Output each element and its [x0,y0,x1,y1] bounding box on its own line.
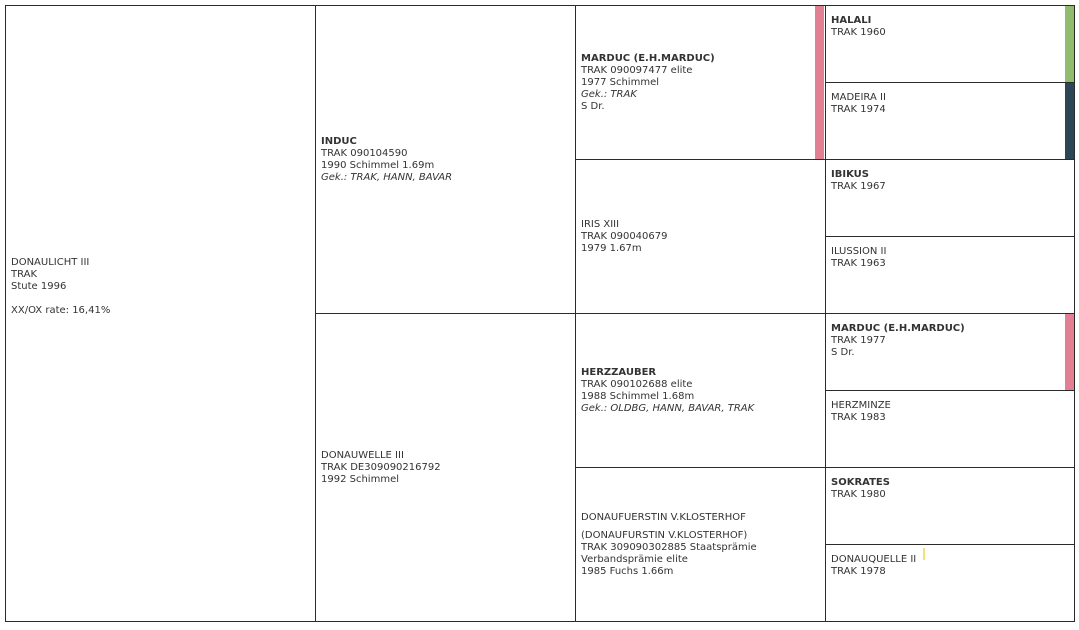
dam-dam-name[interactable]: DONAUFUERSTIN V.KLOSTERHOF [581,511,746,523]
sire-cell [315,5,576,314]
dam-sire-gek: Gek.: OLDBG, HANN, BAVAR, TRAK [581,402,755,414]
sire-dam-cell [575,159,826,314]
dam-info: 1992 Schimmel [321,473,400,485]
g4-info-1: TRAK 1960 [831,27,886,38]
g4-cell-2 [825,82,1075,160]
g4-cell-4 [825,236,1075,314]
sire-gek: Gek.: TRAK, HANN, BAVAR [321,171,453,183]
dam-dam-reg: TRAK 309090302885 Staatsprämie [581,541,757,553]
subject-name[interactable]: DONAULICHT III [11,257,90,268]
subject-info: Stute 1996 [11,281,67,292]
g4-name-5[interactable]: MARDUC (E.H.MARDUC) [831,323,965,334]
sire-sire-name[interactable]: MARDUC (E.H.MARDUC) [581,52,715,64]
dam-sire-info: 1988 Schimmel 1.68m [581,390,695,402]
dam-dam-cell [575,467,826,622]
yellow-marker [923,548,925,560]
subject-rate: XX/OX rate: 16,41% [11,305,111,316]
inbreeding-marker-navy [1065,83,1074,159]
g4-info-2: TRAK 1974 [831,104,886,115]
sire-dam-reg: TRAK 090040679 [581,230,668,242]
g4-info-4: TRAK 1963 [831,258,886,269]
dam-dam-alt-name: (DONAUFURSTIN V.KLOSTERHOF) [581,529,748,541]
dam-sire-cell [575,313,826,468]
g4-name-3[interactable]: IBIKUS [831,169,869,180]
g4-cell-3 [825,159,1075,237]
inbreeding-marker-green [1065,6,1074,82]
sire-reg: TRAK 090104590 [321,147,408,159]
dam-sire-name[interactable]: HERZZAUBER [581,366,657,378]
dam-sire-reg: TRAK 090102688 elite [581,378,693,390]
g4-extra-5: S Dr. [831,347,855,358]
inbreeding-marker-pink-2 [1065,314,1074,390]
sire-sire-info: 1977 Schimmel [581,76,660,88]
dam-cell [315,313,576,622]
g4-name-6[interactable]: HERZMINZE [831,400,891,411]
sire-sire-extra: S Dr. [581,100,605,112]
sire-sire-cell [575,5,826,160]
g4-name-2[interactable]: MADEIRA II [831,92,886,103]
sire-sire-gek: Gek.: TRAK [581,88,637,100]
dam-dam-info: 1985 Fuchs 1.66m [581,565,674,577]
g4-info-8: TRAK 1978 [831,566,886,577]
sire-dam-name[interactable]: IRIS XIII [581,218,620,230]
g4-info-5: TRAK 1977 [831,335,886,346]
dam-name[interactable]: DONAUWELLE III [321,449,404,461]
dam-reg: TRAK DE309090216792 [321,461,441,473]
g4-cell-8 [825,544,1075,622]
g4-name-4[interactable]: ILUSSION II [831,246,887,257]
sire-name[interactable]: INDUC [321,135,357,147]
g4-info-6: TRAK 1983 [831,412,886,423]
g4-name-8[interactable]: DONAUQUELLE II [831,554,917,565]
g4-info-7: TRAK 1980 [831,489,886,500]
g4-cell-1 [825,5,1075,83]
g4-info-3: TRAK 1967 [831,181,886,192]
g4-cell-7 [825,467,1075,545]
dam-dam-extra: Verbandsprämie elite [581,553,688,565]
g4-cell-6 [825,390,1075,468]
g4-cell-5 [825,313,1075,391]
sire-dam-info: 1979 1.67m [581,242,642,254]
subject-breed: TRAK [11,269,38,280]
inbreeding-marker-pink [815,6,824,159]
sire-info: 1990 Schimmel 1.69m [321,159,435,171]
g4-name-7[interactable]: SOKRATES [831,477,890,488]
subject-horse-cell [5,5,316,622]
g4-name-1[interactable]: HALALI [831,15,872,26]
sire-sire-reg: TRAK 090097477 elite [581,64,693,76]
